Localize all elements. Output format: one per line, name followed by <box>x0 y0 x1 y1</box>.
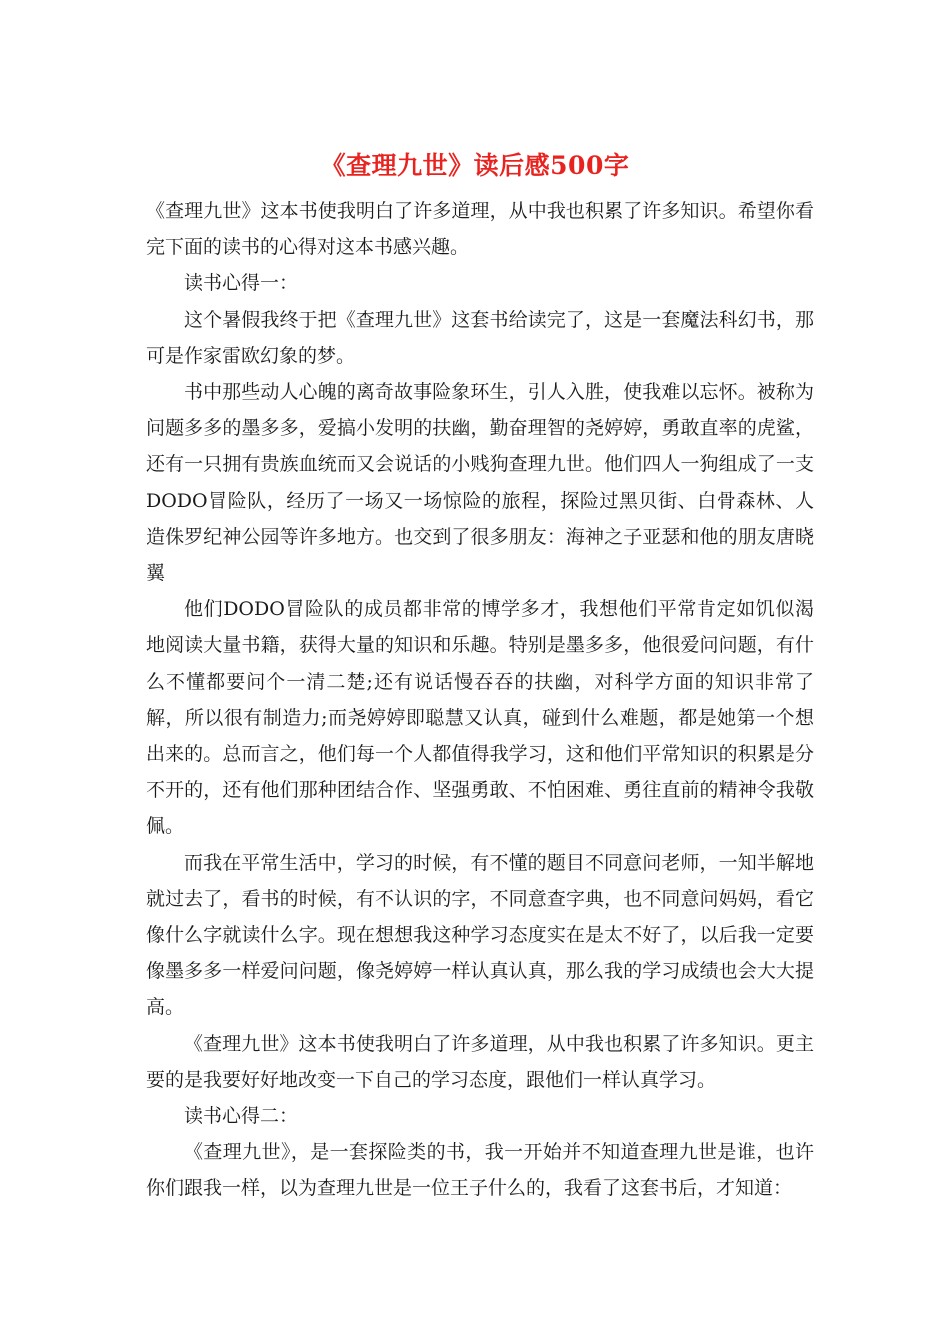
document-title: 《查理九世》读后感500字 <box>320 151 630 180</box>
paragraph: 读书心得一： <box>184 272 299 295</box>
paragraph: 这个暑假我终于把《查理九世》这套书给读完了，这是一套魔法科幻书，那可是作家雷欧幻象的梦。 <box>146 308 814 367</box>
paragraph: 《查理九世》这本书使我明白了许多道理，从中我也积累了许多知识。希望你看完下面的读书的心得对这本书感兴趣。 <box>146 200 814 259</box>
paragraph: 他们DODO冒险队的成员都非常的博学多才，我想他们平常肯定如饥似渴地阅读大量书籍，获得大量的知识和乐趣。特别是墨多多，他很爱问问题，有什么不懂都要问个一清二楚;还有说话慢吞吞的扶幽，对科学方面的知识非常了解，所以很有制造力;而尧婷婷即聪慧又认真，碰到什么难题，都是她第一个想出来的。总而言之，他们每一个人都值得我学习，这和他们平常知识的积累是分不开的，还有他们那种团结合作、坚强勇敢、不怕困难、勇往直前的精神令我敬佩。 <box>146 598 814 838</box>
paragraph: 而我在平常生活中，学习的时候，有不懂的题目不同意问老师，一知半解地就过去了，看书的时候，有不认识的字，不同意查字典，也不同意问妈妈，看它像什么字就读什么字。现在想想我这种学习态度实在是太不好了，以后我一定要像墨多多一样爱问问题，像尧婷婷一样认真认真，那么我的学习成绩也会大大提高。 <box>146 851 814 1019</box>
document-body <box>146 193 814 1207</box>
paragraph: 读书心得二： <box>184 1105 299 1128</box>
paragraph: 《查理九世》这本书使我明白了许多道理，从中我也积累了许多知识。更主要的是我要好好地改变一下自己的学习态度，跟他们一样认真学习。 <box>146 1032 814 1091</box>
paragraph: 《查理九世》，是一套探险类的书，我一开始并不知道查理九世是谁，也许你们跟我一样，以为查理九世是一位王子什么的，我看了这套书后，才知道： <box>146 1141 814 1200</box>
paragraph: 书中那些动人心魄的离奇故事险象环生，引人入胜，使我难以忘怀。被称为问题多多的墨多多，爱搞小发明的扶幽，勤奋理智的尧婷婷，勇敢直率的虎鲨，还有一只拥有贵族血统而又会说话的小贱狗查理九世。他们四人一狗组成了一支DODO冒险队，经历了一场又一场惊险的旅程，探险过黑贝街、白骨森林、人造侏罗纪神公园等许多地方。也交到了很多朋友：海神之子亚瑟和他的朋友唐晓翼 <box>146 381 814 585</box>
